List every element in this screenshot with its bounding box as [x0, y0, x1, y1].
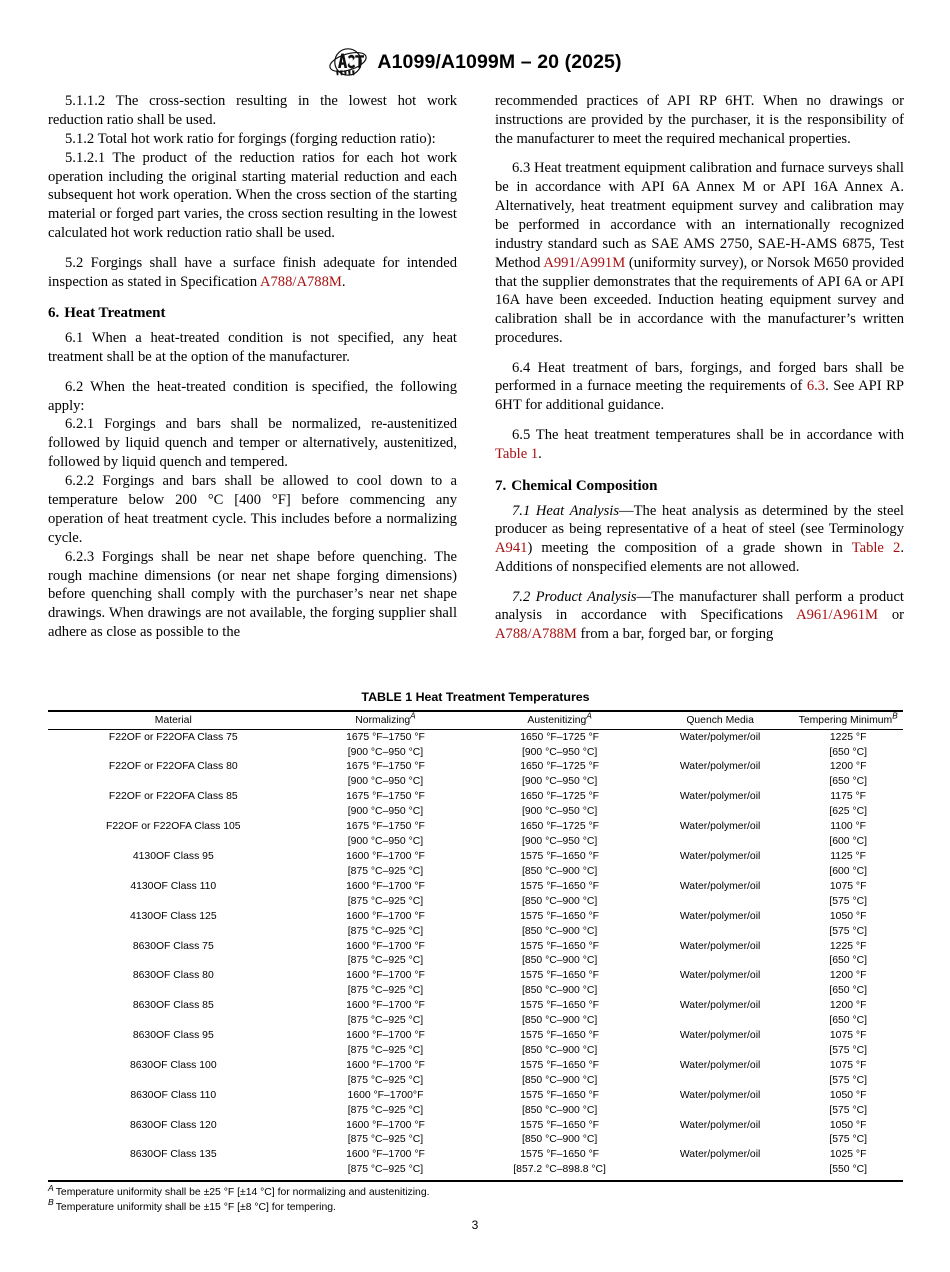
cell-tempering-c: [650 °C]: [829, 955, 867, 967]
cell-quench-blank: [647, 805, 793, 820]
cell-normalizing-f: 1600 °F–1700 °F: [346, 850, 425, 862]
table-row: [48, 909, 903, 924]
cell-austenitizing-c: [900 °C–950 °C]: [521, 746, 598, 758]
link-table-2[interactable]: Table 2: [851, 540, 901, 557]
cell-tempering-f: 1075 °F: [829, 1030, 867, 1042]
cell-quench-blank: [647, 1103, 793, 1118]
cell-austenitizing-f: 1575 °F–1650 °F: [520, 1000, 600, 1012]
cell-austenitizing-f: 1575 °F–1650 °F: [520, 970, 600, 982]
cell-quench-blank: [647, 894, 793, 909]
cell-material-blank: [48, 1014, 299, 1029]
table-1: [48, 710, 903, 1182]
paragraph-7-2-text-b: or: [877, 607, 904, 624]
cell-material: F22OF or F22OFA Class 80: [108, 761, 238, 773]
cell-austenitizing-c: [850 °C–900 °C]: [521, 1104, 598, 1116]
table-row: [48, 760, 903, 775]
cell-austenitizing-c: [857.2 °C–898.8 °C]: [472, 1163, 647, 1181]
paragraph-5-1-2: 5.1.2 Total hot work ratio for forgings (forging reduction ratio):: [65, 130, 436, 147]
link-a788-a788m[interactable]: A788/A788M: [259, 273, 342, 290]
table-row: [48, 1118, 903, 1133]
column-header-material: Material: [48, 711, 299, 730]
cell-normalizing-c: [875 °C–925 °C]: [347, 895, 424, 907]
table-row: [48, 999, 903, 1014]
paragraph-6-2-3: 6.2.3 Forgings shall be near net shape before quenching. The rough machine dimensions (or near net shape forging dimensions) before quenching shall comply with the purchaser’s near net shape drawings. When drawings are not available, the forging supplier shall adhere as close as possible to the: [48, 548, 457, 641]
footnote-marker-a2: A: [586, 711, 592, 721]
cell-austenitizing-c: [850 °C–900 °C]: [521, 1044, 598, 1056]
table-row-metric: [48, 894, 903, 909]
table-row: [48, 879, 903, 894]
cell-quench-blank: [647, 924, 793, 939]
cell-austenitizing-c: [850 °C–900 °C]: [521, 1015, 598, 1027]
cell-tempering-c: [575 °C]: [829, 1044, 867, 1056]
cell-austenitizing-c: [850 °C–900 °C]: [521, 1134, 598, 1146]
cell-normalizing-c: [900 °C–950 °C]: [347, 746, 424, 758]
cell-quench-blank: [647, 864, 793, 879]
cell-normalizing-c: [875 °C–925 °C]: [299, 1163, 473, 1181]
cell-normalizing-c: [875 °C–925 °C]: [347, 1134, 424, 1146]
table-1-body: [48, 730, 903, 1182]
cell-quench-media: Water/polymer/oil: [679, 1149, 761, 1161]
paragraph-7-2-text-c: from a bar, forged bar, or forging: [576, 626, 774, 643]
cell-austenitizing-f: 1575 °F–1650 °F: [520, 940, 600, 952]
cell-tempering-f: 1075 °F: [829, 880, 867, 892]
cell-tempering-f: 1200 °F: [829, 761, 867, 773]
cell-material: 8630OF Class 110: [130, 1089, 217, 1101]
cell-normalizing-f: 1675 °F–1750 °F: [346, 761, 425, 773]
cell-austenitizing-c: [850 °C–900 °C]: [521, 955, 598, 967]
left-column: [48, 92, 457, 644]
link-table-1[interactable]: Table 1: [495, 445, 539, 462]
cell-material-blank: [48, 834, 299, 849]
cell-austenitizing-c: [850 °C–900 °C]: [521, 925, 598, 937]
cell-tempering-c: [650 °C]: [829, 746, 867, 758]
cell-austenitizing-f: 1650 °F–1725 °F: [520, 731, 600, 743]
cell-quench-media: Water/polymer/oil: [679, 850, 761, 862]
column-header-austenitizing: Austenitizing$^A$: [472, 711, 647, 730]
cell-austenitizing-f: 1650 °F–1725 °F: [520, 791, 600, 803]
paragraph-5-2: [48, 254, 457, 292]
cell-material: 8630OF Class 135: [129, 1149, 217, 1161]
cell-austenitizing-f: 1575 °F–1650 °F: [520, 1089, 600, 1101]
cell-austenitizing-c: [850 °C–900 °C]: [521, 1074, 598, 1086]
cell-quench-blank: [647, 834, 793, 849]
paragraph-7-2-label: 7.2 Product Analysis: [512, 588, 637, 605]
cell-normalizing-c: [900 °C–950 °C]: [347, 836, 424, 848]
cell-tempering-c: [650 °C]: [829, 1015, 867, 1027]
cell-austenitizing-c: [850 °C–900 °C]: [521, 865, 598, 877]
paragraph-7-2-text-a: —The manufacturer shall perform a product analysis in accordance with Specifications: [495, 588, 904, 624]
table-row-metric: [48, 954, 903, 969]
link-a788-a788m-2[interactable]: A788/A788M: [495, 626, 577, 643]
cell-normalizing-f: 1600 °F–1700 °F: [346, 1059, 425, 1071]
paragraph-6-2: 6.2 When the heat-treated condition is specified, the following apply:: [48, 378, 457, 414]
paragraph-7-1-text-c: . Additions of nonspecified elements are not allowed.: [495, 540, 904, 576]
cell-quench-media: Water/polymer/oil: [679, 1030, 761, 1042]
cell-austenitizing-c: [850 °C–900 °C]: [521, 985, 598, 997]
column-header-normalizing: Normalizing$^A$: [299, 711, 473, 730]
table-row-metric: [48, 1133, 903, 1148]
cell-quench-blank: [647, 954, 793, 969]
cell-normalizing-f: 1675 °F–1750 °F: [346, 731, 425, 743]
page-number: 3: [471, 1218, 479, 1232]
cell-tempering-c: [650 °C]: [829, 985, 867, 997]
link-section-6-3[interactable]: 6.3: [806, 378, 826, 395]
cell-normalizing-c: [900 °C–950 °C]: [347, 806, 424, 818]
cell-normalizing-c: [875 °C–925 °C]: [347, 925, 424, 937]
cell-normalizing-f: 1675 °F–1750 °F: [346, 821, 425, 833]
paragraph-6-3: [495, 159, 904, 348]
table-row: [48, 1148, 903, 1163]
document-title: A1099/A1099M – 20 (2025): [377, 50, 622, 73]
cell-austenitizing-f: 1650 °F–1725 °F: [520, 761, 600, 773]
cell-tempering-f: 1200 °F: [829, 1000, 867, 1012]
cell-normalizing-c: [875 °C–925 °C]: [347, 1015, 424, 1027]
cell-normalizing-f: 1600 °F–1700°F: [347, 1089, 424, 1101]
cell-tempering-f: 1050 °F: [829, 1119, 867, 1131]
paragraph-7-1-text-a: —The heat analysis as determined by the steel producer as being representative of a heat of steel (see Terminology: [495, 502, 904, 538]
paragraph-6-2-1: 6.2.1 Forgings and bars shall be normalized, re-austenitized followed by liquid quench and temper or alternatively, austenitized, followed by liquid quench and tempered.: [48, 416, 457, 471]
table-row-metric: [48, 775, 903, 790]
cell-material-blank: [48, 805, 299, 820]
cell-quench-blank: [647, 1014, 793, 1029]
cell-austenitizing-f: 1575 °F–1650 °F: [520, 850, 600, 862]
cell-material: 8630OF Class 120: [129, 1119, 217, 1131]
cell-quench-blank: [647, 745, 793, 760]
table-row-metric: [48, 984, 903, 999]
astm-logo-icon: [328, 47, 368, 77]
link-a941[interactable]: A941: [495, 540, 528, 557]
cell-material-blank: [48, 924, 299, 939]
cell-material: 8630OF Class 85: [132, 1000, 214, 1012]
table-row-metric: [48, 1043, 903, 1058]
body-columns: [48, 92, 904, 644]
cell-material-blank: [48, 1103, 299, 1118]
cell-quench-media: Water/polymer/oil: [679, 880, 761, 892]
cell-material-blank: [48, 1073, 299, 1088]
cell-normalizing-f: 1600 °F–1700 °F: [346, 1000, 425, 1012]
cell-tempering-f: 1225 °F: [829, 940, 867, 952]
cell-tempering-c: [650 °C]: [829, 776, 867, 788]
table-row: [48, 969, 903, 984]
cell-quench-media: Water/polymer/oil: [679, 1000, 761, 1012]
cell-austenitizing-f: 1575 °F–1650 °F: [520, 1119, 600, 1131]
cell-tempering-f: 1100 °F: [830, 821, 867, 833]
cell-quench-media: Water/polymer/oil: [679, 1059, 761, 1071]
cell-tempering-f: 1225 °F: [829, 731, 867, 743]
footnote-b: $^B$ Temperature uniformity shall be ±15 °F [±8 °C] for tempering.: [48, 1197, 336, 1213]
cell-quench-media: Water/polymer/oil: [679, 940, 761, 952]
table-1-footnotes: [48, 1182, 903, 1216]
cell-tempering-c: [575 °C]: [829, 895, 867, 907]
cell-normalizing-c: [875 °C–925 °C]: [347, 1044, 424, 1056]
cell-tempering-c: [600 °C]: [829, 865, 867, 877]
cell-austenitizing-c: [900 °C–950 °C]: [521, 836, 598, 848]
paragraph-7-1: [495, 502, 904, 578]
cell-material-blank: [48, 1043, 299, 1058]
section-6-title: Heat Treatment: [64, 305, 166, 322]
table-row-metric: [48, 1014, 903, 1029]
cell-quench-media: Water/polymer/oil: [679, 791, 761, 803]
cell-material-blank: [48, 1133, 299, 1148]
cell-austenitizing-f: 1650 °F–1725 °F: [520, 821, 600, 833]
paragraph-5-1-1-2: 5.1.1.2 The cross-section resulting in the lowest hot work reduction ratio shall be used.: [48, 93, 457, 128]
cell-tempering-f: 1200 °F: [829, 970, 867, 982]
cell-material: 4130OF Class 95: [132, 850, 214, 862]
cell-material: 8630OF Class 100: [129, 1059, 217, 1071]
column-header-quench-media: Quench Media: [647, 711, 793, 730]
paragraph-6-5-text-a: 6.5 The heat treatment temperatures shall be in accordance with: [512, 426, 904, 443]
cell-quench-media: Water/polymer/oil: [679, 731, 761, 743]
cell-quench-blank: [647, 1043, 793, 1058]
section-6-number: 6.: [48, 305, 60, 322]
table-row-metric: [48, 745, 903, 760]
cell-quench-blank: [647, 984, 793, 999]
cell-material: F22OF or F22OFA Class 105: [106, 821, 241, 833]
cell-material: 8630OF Class 80: [132, 970, 214, 982]
paragraph-6-1: 6.1 When a heat-treated condition is not specified, any heat treatment shall be at the option of the manufacturer.: [48, 330, 457, 366]
link-a991-a991m[interactable]: A991/A991M: [543, 254, 626, 271]
paragraph-6-5-text-b: .: [538, 445, 542, 462]
paragraph-7-1-label: 7.1 Heat Analysis: [512, 502, 620, 519]
table-row-metric: [48, 1103, 903, 1118]
cell-austenitizing-f: 1575 °F–1650 °F: [520, 1030, 600, 1042]
paragraph-6-4: [495, 359, 904, 416]
cell-quench-media: Water/polymer/oil: [679, 1089, 761, 1101]
cell-normalizing-f: 1600 °F–1700 °F: [346, 880, 425, 892]
table-row-metric: [48, 1163, 903, 1181]
cell-quench-blank: [647, 1073, 793, 1088]
cell-tempering-c: [575 °C]: [829, 925, 867, 937]
cell-austenitizing-c: [850 °C–900 °C]: [521, 895, 598, 907]
cell-austenitizing-c: [900 °C–950 °C]: [521, 806, 598, 818]
cell-austenitizing-f: 1575 °F–1650 °F: [520, 1059, 600, 1071]
cell-tempering-c: [600 °C]: [829, 836, 867, 848]
cell-tempering-f: 1175 °F: [830, 791, 867, 803]
cell-material-blank: [48, 984, 299, 999]
table-row: [48, 790, 903, 805]
table-row-metric: [48, 924, 903, 939]
table-row-metric: [48, 805, 903, 820]
cell-material-blank: [48, 894, 299, 909]
cell-tempering-f: 1075 °F: [829, 1059, 867, 1071]
cell-material-blank: [48, 1163, 299, 1181]
table-row: [48, 1088, 903, 1103]
cell-material: F22OF or F22OFA Class 85: [108, 791, 238, 803]
cell-material: 4130OF Class 125: [129, 910, 217, 922]
cell-normalizing-f: 1600 °F–1700 °F: [346, 1030, 425, 1042]
cell-tempering-c: [575 °C]: [829, 1104, 867, 1116]
paragraph-7-2: [495, 588, 904, 645]
cell-material-blank: [48, 775, 299, 790]
cell-quench-blank: [647, 1163, 793, 1181]
paragraph-6-3-text-a: 6.3 Heat treatment equipment calibration and furnace surveys shall be in accordance with API 6A Annex M or API 16A Annex A. Alternatively, heat treatment equipment survey and calibration may be performed in accordance with an internationally recognized industry standard such as SAE AMS 2750, SAE-H-AMS 6875, Test Method: [495, 160, 904, 271]
cell-tempering-c: [575 °C]: [829, 1134, 867, 1146]
cell-quench-blank: [647, 775, 793, 790]
table-row: [48, 730, 903, 745]
cell-normalizing-f: 1600 °F–1700 °F: [346, 910, 425, 922]
table-1-container: [48, 690, 903, 1216]
table-row: [48, 1058, 903, 1073]
footnote-marker-a: A: [410, 711, 416, 721]
paragraph-7-1-text-b: ) meeting the composition of a grade shown in: [527, 540, 852, 557]
page-header: [0, 47, 950, 77]
table-1-title: TABLE 1 Heat Treatment Temperatures: [361, 690, 590, 704]
cell-tempering-f: 1025 °F: [829, 1149, 867, 1161]
cell-normalizing-c: [900 °C–950 °C]: [347, 776, 424, 788]
cell-material: 8630OF Class 75: [132, 940, 214, 952]
cell-normalizing-c: [875 °C–925 °C]: [347, 985, 424, 997]
cell-material: 4130OF Class 110: [130, 880, 217, 892]
table-1-head: [48, 711, 903, 730]
cell-austenitizing-f: 1575 °F–1650 °F: [520, 1149, 600, 1161]
table-row: [48, 1028, 903, 1043]
paragraph-6-3-text-b: (uniformity survey), or Norsok M650 provided that the supplier demonstrates that the requirements of API 6A or API 16A have been exceeded. Induction heating equipment survey and calibration shall be in accordance with the manufacturer’s written procedures.: [495, 254, 904, 347]
right-column: [495, 92, 904, 644]
cell-material: 8630OF Class 95: [132, 1030, 214, 1042]
paragraph-6-4-text-a: 6.4 Heat treatment of bars, forgings, and forged bars shall be performed in a furnace meeting the requirements of: [495, 359, 904, 395]
cell-normalizing-c: [875 °C–925 °C]: [347, 955, 424, 967]
footnote-a: $^A$ Temperature uniformity shall be ±25 °F [±14 °C] for normalizing and austenitizing.: [48, 1182, 430, 1199]
cell-material: F22OF or F22OFA Class 75: [108, 731, 238, 743]
cell-tempering-f: 1050 °F: [829, 910, 867, 922]
cell-quench-media: Water/polymer/oil: [679, 821, 761, 833]
table-row-metric: [48, 864, 903, 879]
table-header-row: [48, 711, 903, 730]
table-row-metric: [48, 834, 903, 849]
cell-austenitizing-f: 1575 °F–1650 °F: [520, 910, 600, 922]
cell-quench-media: Water/polymer/oil: [679, 970, 761, 982]
paragraph-5-2-tail: .: [341, 273, 346, 290]
cell-quench-media: Water/polymer/oil: [679, 910, 761, 922]
table-row: [48, 849, 903, 864]
paragraph-continued: recommended practices of API RP 6HT. When no drawings or instructions are provided by the purchaser, it is the responsibility of the manufacturer to meet the required mechanical properties.: [495, 93, 904, 147]
cell-material-blank: [48, 954, 299, 969]
cell-tempering-f: 1125 °F: [830, 850, 867, 862]
cell-normalizing-f: 1600 °F–1700 °F: [346, 1119, 425, 1131]
paragraph-5-1-2-1: 5.1.2.1 The product of the reduction ratios for each hot work operation including the original starting material reduction and each subsequent hot work operation. When the cross section of the starting material or forged part varies, the cross section resulting in the lowest calculated hot work reduction ratio shall be used.: [48, 149, 457, 242]
footnote-marker-b: B: [892, 711, 898, 721]
cell-normalizing-f: 1600 °F–1700 °F: [346, 940, 425, 952]
cell-material-blank: [48, 864, 299, 879]
cell-normalizing-c: [875 °C–925 °C]: [347, 1104, 424, 1116]
cell-quench-media: Water/polymer/oil: [679, 1119, 761, 1131]
cell-tempering-c: [550 °C]: [793, 1163, 903, 1181]
cell-tempering-c: [625 °C]: [829, 806, 867, 818]
cell-tempering-f: 1050 °F: [829, 1089, 867, 1101]
cell-normalizing-f: 1600 °F–1700 °F: [346, 1149, 425, 1161]
paragraph-6-4-text-b: . See API RP 6HT for additional guidance.: [495, 378, 904, 414]
section-heading-7: [495, 478, 904, 495]
cell-normalizing-f: 1675 °F–1750 °F: [346, 791, 425, 803]
cell-austenitizing-c: [900 °C–950 °C]: [521, 776, 598, 788]
section-heading-6: [48, 305, 457, 322]
cell-normalizing-c: [875 °C–925 °C]: [347, 1074, 424, 1086]
paragraph-5-2-text: 5.2 Forgings shall have a surface finish adequate for intended inspection as stated in Specification: [48, 254, 457, 290]
cell-tempering-c: [575 °C]: [829, 1074, 867, 1086]
cell-normalizing-c: [875 °C–925 °C]: [347, 865, 424, 877]
paragraph-6-2-2: 6.2.2 Forgings and bars shall be allowed to cool down to a temperature below 200 °C [400 °F] before commencing any operation of heat treatment cycle. This includes before a normalizing cycle.: [48, 473, 457, 546]
table-row: [48, 820, 903, 835]
link-a961-a961m[interactable]: A961/A961M: [796, 607, 878, 624]
cell-material-blank: [48, 745, 299, 760]
table-row: [48, 939, 903, 954]
section-7-number: 7.: [495, 477, 507, 494]
cell-austenitizing-f: 1575 °F–1650 °F: [520, 880, 600, 892]
section-7-title: Chemical Composition: [511, 477, 658, 494]
cell-quench-blank: [647, 1133, 793, 1148]
cell-quench-media: Water/polymer/oil: [679, 761, 761, 773]
paragraph-6-5: [495, 426, 904, 464]
cell-normalizing-f: 1600 °F–1700 °F: [346, 970, 425, 982]
column-header-tempering-minimum: Tempering Minimum$^B$: [793, 711, 903, 730]
table-row-metric: [48, 1073, 903, 1088]
